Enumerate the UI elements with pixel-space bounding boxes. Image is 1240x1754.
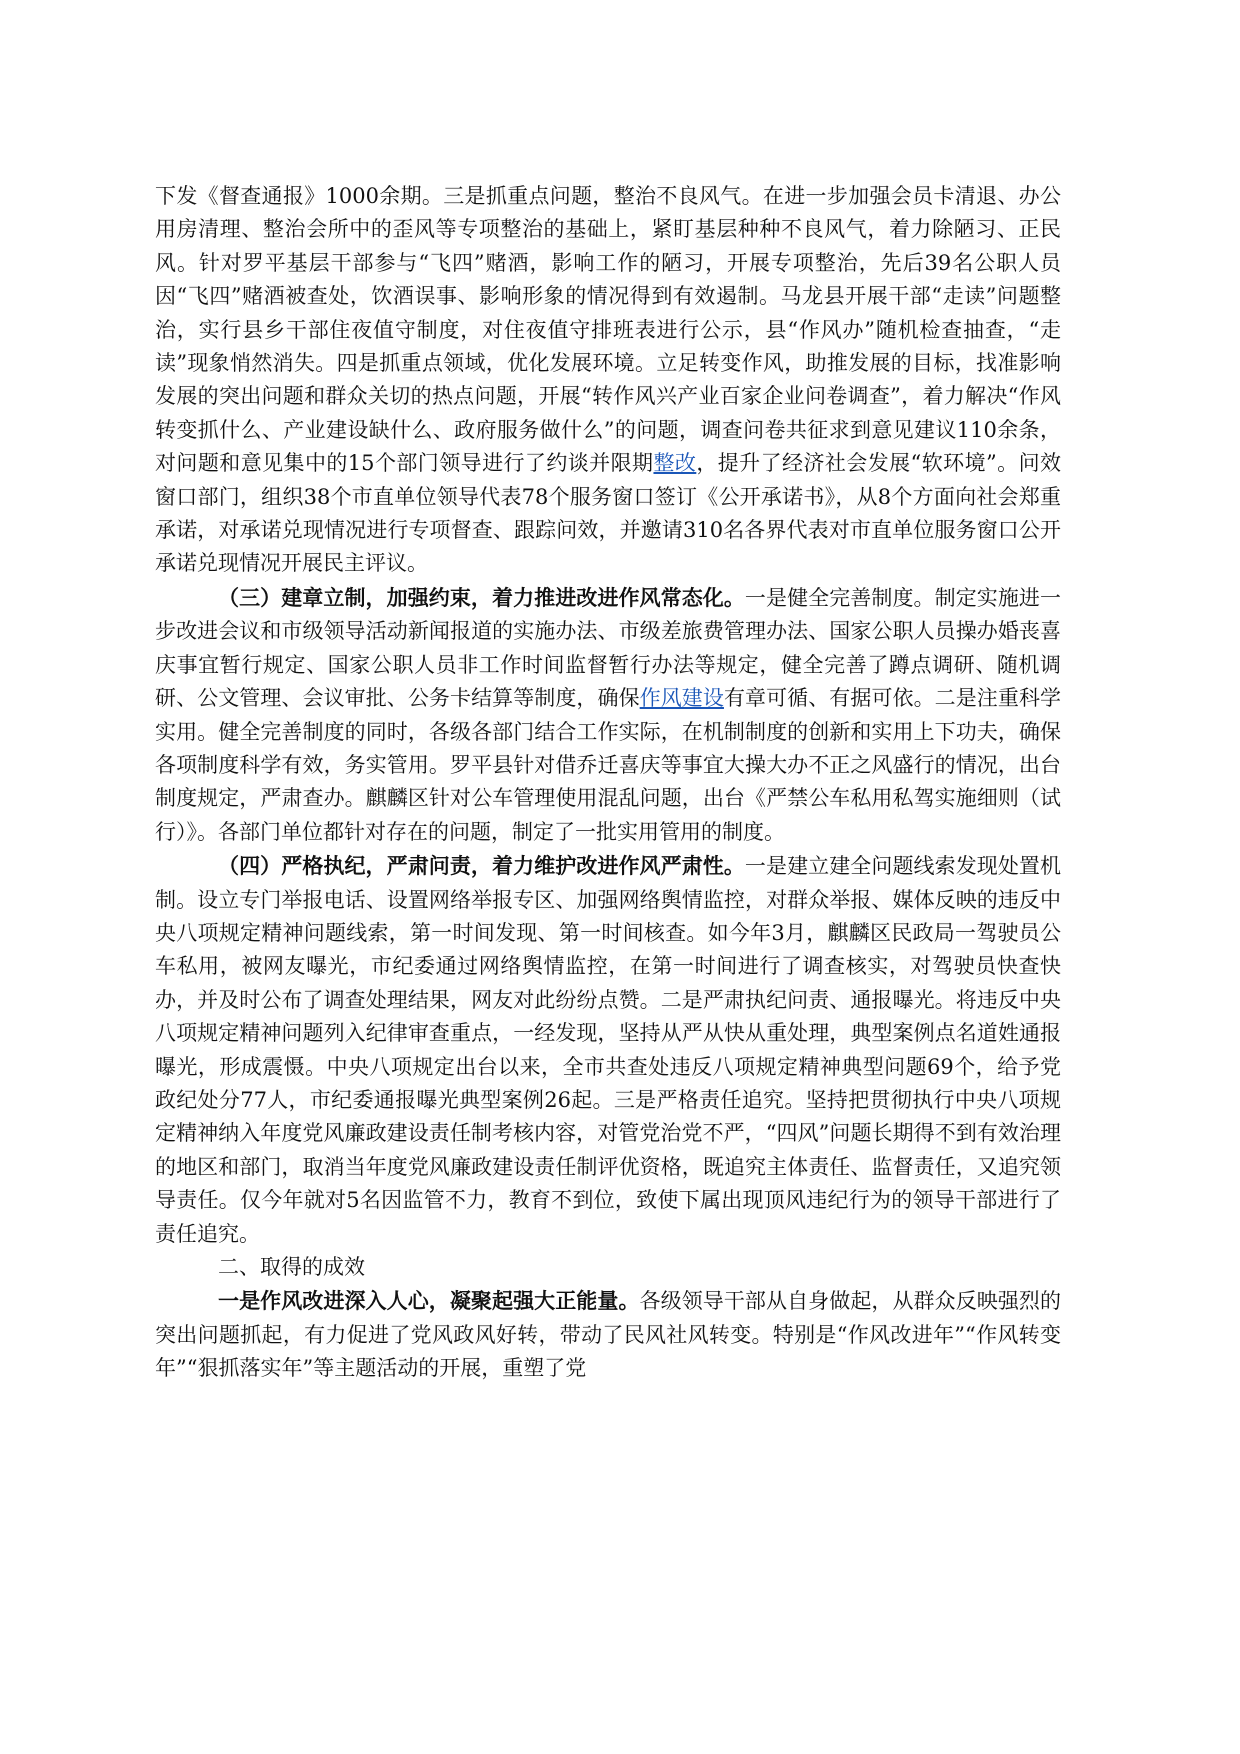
paragraph-text: 下发《督查通报》1000余期。三是抓重点问题，整治不良风气。在进一步加强会员卡清退、办公用房清理、整治会所中的歪风等专项整治的基础上，紧盯基层种种不良风气，着力除陋习、正民风。针对罗平基层干部参与“飞四”赌酒，影响工作的陋习，开展专项整治，先后39名公职人员因“飞四”赌酒被查处，饮酒误事、影响形象的情况得到有效遏制。马龙县开展干部“走读”问题整治，实行县乡干部住夜值守制度，对住夜值守排班表进行公示，县“作风办”随机检查抽查，“走读”现象悄然消失。四是抓重点领域，优化发展环境。立足转变作风，助推发展的目标，找准影响发展的突出问题和群众关切的热点问题，开展“转作风兴产业百家企业问卷调查”，着力解决“作风转变抓什么、产业建设缺什么、政府服务做什么”的问题，调查问卷共征求到意见建议110余条，对问题和意见集中的15个部门领导进行了约谈并限期 <box>155 184 1061 476</box>
paragraph-text: ，提升了经济社会发展“软环境”。问效窗口部门，组织38个市直单位领导代表78个服务窗口签订《公开承诺书》，从8个方面向社会郑重承诺，对承诺兑现情况进行专项督查、跟踪问效，并邀请310名各界代表对市直单位服务窗口公开承诺兑现情况开展民主评议。 <box>155 451 1061 576</box>
section-heading-results: 二、取得的成效 <box>218 1255 365 1279</box>
paragraph-text: 一是健全完善制度。制定实施进一步改进会议和市级领导活动新闻报道的实施办法、市级差旅费管理办法、国家公职人员操办婚丧喜庆事宜暂行规定、国家公职人员非工作时间监督暂行办法等规定，健全完善了蹲点调研、随机调研、公文管理、会议审批、公务卡结算等制度，确保 <box>155 585 1061 711</box>
paragraph-text: 各级领导干部从自身做起，从群众反映强烈的突出问题抓起，有力促进了党风政风好转，带动了民风社风转变。特别是“作风改进年”“作风转变年”“狠抓落实年”等主题活动的开展，重塑了党 <box>155 1289 1062 1381</box>
paragraph-measures-continued <box>155 180 1061 581</box>
document-body <box>155 180 1061 1386</box>
rectification-link[interactable]: 整改 <box>653 451 697 476</box>
paragraph-institution-building <box>155 581 1061 849</box>
paragraph-strict-discipline <box>155 849 1061 1251</box>
section-lead-three: （三）建章立制，加强约束，着力推进改进作风常态化。 <box>218 584 745 610</box>
results-lead-one: 一是作风改进深入人心，凝聚起强大正能量。 <box>218 1288 640 1314</box>
paragraph-results-one <box>155 1284 1061 1385</box>
section-lead-four: （四）严格执纪，严肃问责，着力维护改进作风严肃性。 <box>218 853 745 879</box>
paragraph-text: 一是建立建全问题线索发现处置机制。设立专门举报电话、设置网络举报专区、加强网络舆情监控，对群众举报、媒体反映的违反中央八项规定精神问题线索，第一时间发现、第一时间核查。如今年3月，麒麟区民政局一驾驶员公车私用，被网友曝光，市纪委通过网络舆情监控，在第一时间进行了调查核实，对驾驶员快查快办，并及时公布了调查处理结果，网友对此纷纷点赞。二是严肃执纪问责、通报曝光。将违反中央八项规定精神问题列入纪律审查重点，一经发现，坚持从严从快从重处理，典型案例点名道姓通报曝光，形成震慑。中央八项规定出台以来，全市共查处违反八项规定精神典型问题69个，给予党政纪处分77人，市纪委通报曝光典型案例26起。三是严格责任追究。坚持把贯彻执行中央八项规定精神纳入年度党风廉政建设责任制考核内容，对管党治党不严，“四风”问题长期得不到有效治理的地区和部门，取消当年度党风廉政建设责任制评优资格，既追究主体责任、监督责任，又追究领导责任。仅今年就对5名因监管不力，教育不到位，致使下属出现顶风违纪行为的领导干部进行了责任追究。 <box>155 854 1061 1246</box>
style-building-link[interactable]: 作风建设 <box>639 686 724 711</box>
paragraph-text: 有章可循、有据可依。二是注重科学实用。健全完善制度的同时，各级各部门结合工作实际，在机制制度的创新和实用上下功夫，确保各项制度科学有效，务实管用。罗平县针对借乔迁喜庆等事宜大操大办不正之风盛行的情况，出台制度规定，严肃查办。麒麟区针对公车管理使用混乱问题，出台《严禁公车私用私驾实施细则（试行）》。各部门单位都针对存在的问题，制定了一批实用管用的制度。 <box>155 686 1062 844</box>
